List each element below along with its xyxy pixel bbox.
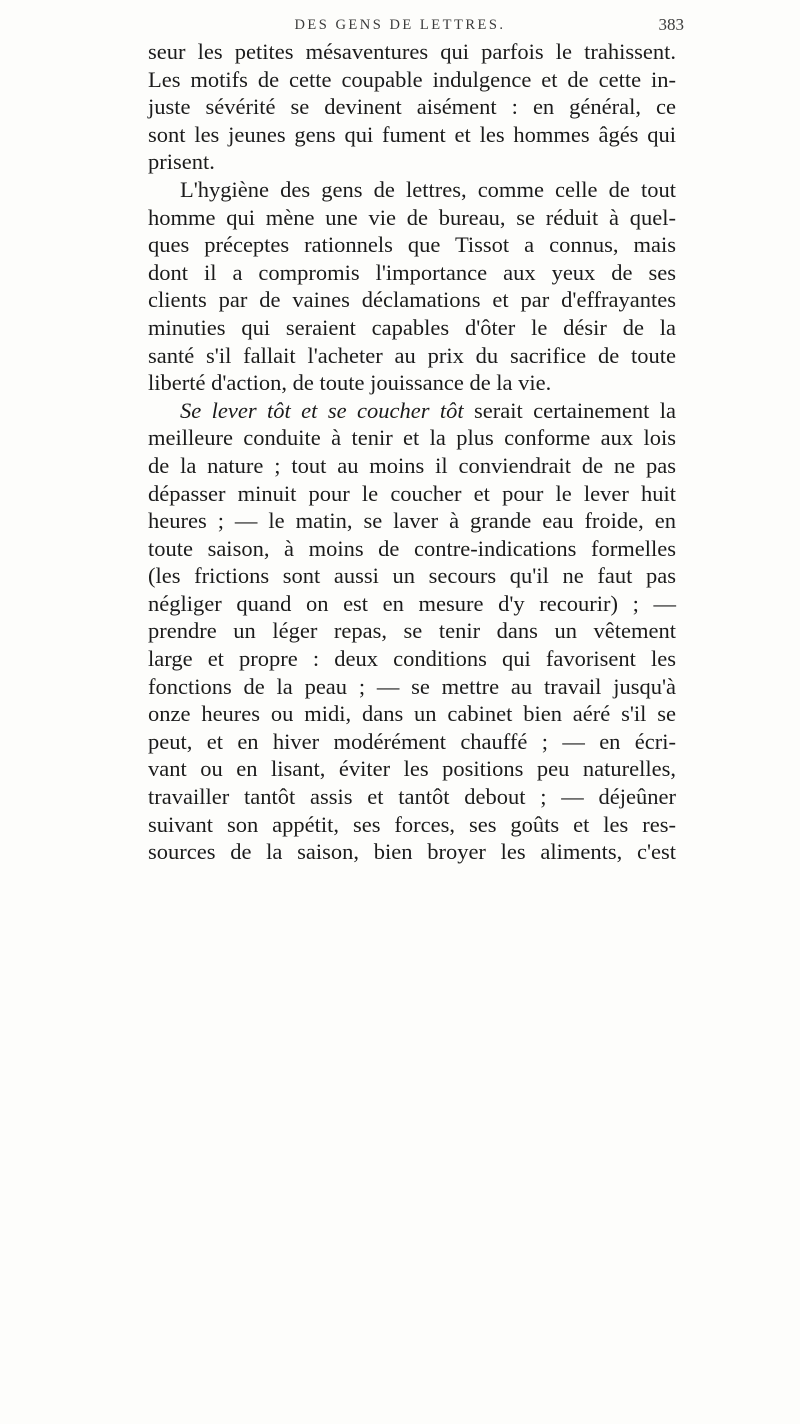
- text-line: fonctions de la peau ; — se mettre au travail jusqu'à: [148, 673, 676, 699]
- running-head: [0, 13, 800, 37]
- text-line: (les frictions sont aussi un secours qu'il ne faut pas: [148, 563, 676, 589]
- text-line: meilleure conduite à tenir et la plus conforme aux lois: [148, 425, 676, 451]
- text-line: Les motifs de cette coupable indulgence et de cette in-: [148, 66, 676, 92]
- text-line: dont il a compromis l'importance aux yeux de ses: [148, 259, 676, 285]
- text-line: de la nature ; tout au moins il conviendrait de ne pas: [148, 452, 676, 478]
- text-line: sources de la saison, bien broyer les aliments, c'est: [148, 839, 676, 865]
- text-line: toute saison, à moins de contre-indications formelles: [148, 535, 676, 561]
- text-line: dépasser minuit pour le coucher et pour le lever huit: [148, 480, 676, 506]
- text-line: L'hygiène des gens de lettres, comme celle de tout: [180, 176, 676, 202]
- text-line: liberté d'action, de toute jouissance de la vie.: [148, 370, 552, 396]
- text-line: suivant son appétit, ses forces, ses goûts et les res-: [148, 811, 676, 837]
- text-line: santé s'il fallait l'acheter au prix du sacrifice de toute: [148, 342, 676, 368]
- text-line: peut, et en hiver modérément chauffé ; — en écri-: [148, 728, 676, 754]
- italic-phrase: Se lever tôt et se coucher tôt: [180, 397, 464, 423]
- page-number: 383: [658, 15, 684, 34]
- text-line: prendre un léger repas, se tenir dans un vêtement: [148, 618, 676, 644]
- text-line: seur les petites mésaventures qui parfois le trahissent.: [148, 39, 676, 64]
- text-line: onze heures ou midi, dans un cabinet bien aéré s'il se: [148, 701, 676, 727]
- text-line: homme qui mène une vie de bureau, se réduit à quel-: [148, 204, 676, 230]
- text-line: large et propre : deux conditions qui favorisent les: [148, 646, 676, 672]
- text-fragment: serait certainement la: [463, 397, 676, 423]
- text-line: juste sévérité se devinent aisément : en général, ce: [148, 94, 676, 120]
- text-line: [148, 397, 676, 425]
- text-line: négliger quand on est en mesure d'y recourir) ; —: [148, 590, 676, 616]
- text-line: clients par de vaines déclamations et par d'effrayantes: [148, 287, 676, 313]
- running-title: DES GENS DE LETTRES.: [294, 17, 506, 33]
- text-line: travailler tantôt assis et tantôt debout ; — déjeûner: [148, 784, 676, 810]
- text-line: vant ou en lisant, éviter les positions peu naturelles,: [148, 756, 676, 782]
- body-text: [148, 38, 676, 866]
- text-line: ques préceptes rationnels que Tissot a connus, mais: [148, 232, 676, 258]
- text-line: heures ; — le matin, se laver à grande eau froide, en: [148, 508, 676, 534]
- text-line: prisent.: [148, 149, 215, 175]
- text-line: minuties qui seraient capables d'ôter le désir de la: [148, 314, 676, 340]
- text-line: sont les jeunes gens qui fument et les hommes âgés qui: [148, 121, 676, 147]
